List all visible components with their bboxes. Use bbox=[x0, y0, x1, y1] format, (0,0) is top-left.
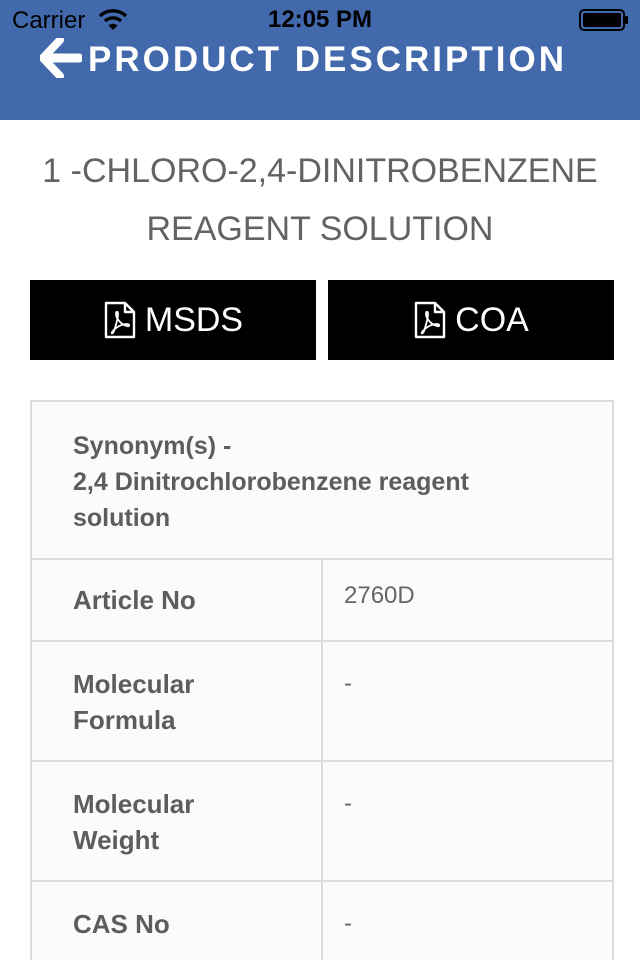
table-row bbox=[32, 762, 612, 882]
row-label-line2: Formula bbox=[73, 705, 176, 735]
pdf-file-icon bbox=[413, 301, 447, 339]
page-title: PRODUCT DESCRIPTION bbox=[88, 40, 567, 79]
synonym-cell bbox=[73, 428, 573, 536]
row-value: - bbox=[344, 790, 352, 817]
msds-button-label: MSDS bbox=[144, 300, 244, 339]
pdf-file-icon bbox=[103, 301, 137, 339]
nav-bar bbox=[0, 38, 640, 88]
row-label-line1: Article No bbox=[73, 585, 196, 615]
row-label bbox=[73, 666, 313, 738]
table-row bbox=[32, 642, 612, 762]
synonym-label: Synonym(s) - bbox=[73, 432, 232, 460]
cell-divider bbox=[321, 762, 323, 880]
coa-button[interactable] bbox=[328, 280, 614, 360]
app-header bbox=[0, 0, 640, 120]
row-value: 2760D bbox=[344, 582, 415, 609]
battery-icon bbox=[579, 9, 629, 31]
synonym-value-line1: 2,4 Dinitrochlorobenzene reagent bbox=[73, 468, 469, 496]
cell-divider bbox=[321, 642, 323, 760]
row-label bbox=[73, 906, 313, 942]
product-title-line1: 1 -CHLORO-2,4-DINITROBENZENE bbox=[42, 152, 598, 190]
product-title-line2: REAGENT SOLUTION bbox=[146, 210, 494, 248]
product-title bbox=[20, 142, 620, 258]
carrier-label: Carrier bbox=[12, 7, 86, 34]
product-details-table bbox=[30, 400, 614, 960]
cell-divider bbox=[321, 560, 323, 640]
coa-button-label: COA bbox=[455, 300, 529, 339]
msds-button[interactable] bbox=[30, 280, 316, 360]
row-label-line2: Weight bbox=[73, 825, 160, 855]
synonym-row bbox=[32, 402, 612, 560]
row-label bbox=[73, 582, 313, 618]
synonym-value-line2: solution bbox=[73, 504, 171, 532]
status-bar bbox=[0, 0, 640, 40]
row-label-line1: Molecular bbox=[73, 669, 195, 699]
status-time: 12:05 PM bbox=[267, 6, 373, 33]
row-label-line1: CAS No bbox=[73, 909, 170, 939]
row-value: - bbox=[344, 670, 352, 697]
table-row bbox=[32, 560, 612, 642]
row-label bbox=[73, 786, 313, 858]
row-value: - bbox=[344, 910, 352, 937]
row-label-line1: Molecular bbox=[73, 789, 195, 819]
arrow-left-icon[interactable] bbox=[40, 38, 82, 78]
cell-divider bbox=[321, 882, 323, 960]
table-row bbox=[32, 882, 612, 960]
